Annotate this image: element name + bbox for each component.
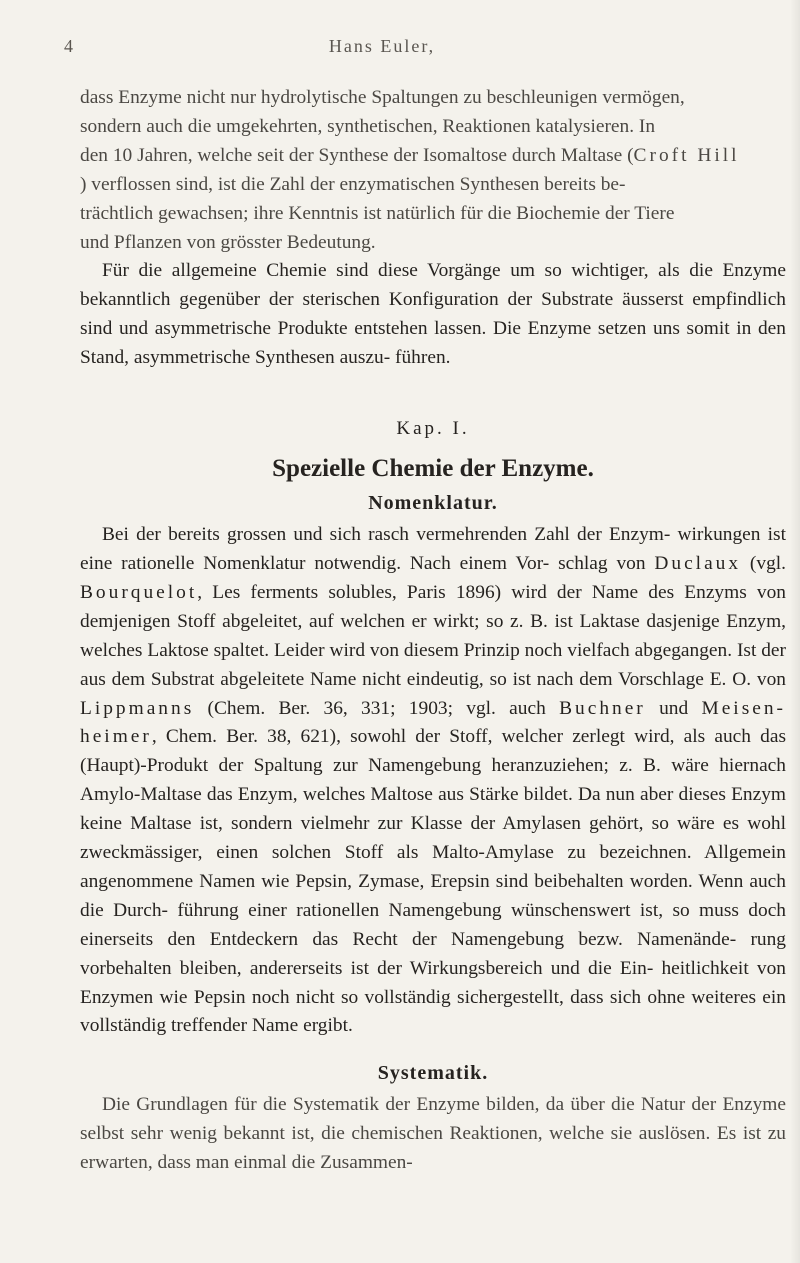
author-name: Bourquelot (80, 581, 198, 603)
text-run: (vgl. (741, 552, 786, 574)
intro-paragraph-2: Für die allgemeine Chemie sind diese Vorgänge um so wichtiger, als die Enzyme bekanntlich gegenüber der sterischen Konfiguration der Substrate äusserst empfindlich sind und asymmetrische Produkte entstehen lassen. Die Enzyme setzen uns somit in den Stand, asymmetrische Synthesen auszu- führen. (80, 260, 786, 369)
chapter-title: Spezielle Chemie der Enzyme. (272, 455, 594, 483)
text-line: dass Enzyme nicht nur hydrolytische Spaltungen zu beschleunigen vermögen, (80, 87, 685, 108)
author-name: Meisen- heimer (80, 697, 786, 748)
section-title-systematik: Systematik. (377, 1062, 489, 1085)
text-run: Bei der bereits grossen und sich rasch vermehrenden Zahl der Enzym- wirkungen ist eine rationelle Nomenklatur notwendig. Nach einem Vor- schlag von (80, 524, 786, 574)
author-name: Lippmanns (80, 697, 195, 719)
text-line: und Pflanzen von grösster Bedeutung. (80, 231, 376, 253)
body-text (80, 84, 786, 1178)
text-run: , Chem. Ber. 38, 621), sowohl der Stoff, welcher zerlegt wird, als auch das (Haupt)-Produkt der Spaltung zur Namengebung heranzuziehen; z. B. wäre hiernach Amylo-Maltase das Enzym, welches Maltose aus Stärke bildet. Da nun aber dieses Enzym keine Maltase ist, sondern vielmehr zur Klasse der Amylasen gehört, so wäre es wohl zweckmässiger, einen solchen Stoff als Malto-Amylase zu bezeichnen. Allgemein angenommene Namen wie Pepsin, Zymase, Erepsin sind beibehalten worden. Wenn auch die Durch- führung einer rationellen Namengebung wünschenswert ist, so muss doch einerseits den Entdeckern das Recht der Namengebung bezw. Namenände- rung vorbehalten bleiben, andererseits ist der Wirkungsbereich und die Ein- heitlichkeit von Enzymen wie Pepsin noch nicht so vollständig sichergestellt, dass sich ohne weiteres ein vollständig treffender Name ergibt. (80, 726, 786, 1037)
author-name: Duclaux (654, 552, 742, 574)
text-line: trächtlich gewachsen; ihre Kenntnis ist natürlich für die Biochemie der Tiere (80, 202, 675, 224)
intro-paragraph-1 (80, 84, 786, 257)
text-run: , Les ferments solubles, Paris 1896) wird der Name des Enzyms von demjenigen Stoff abgeleitet, auf welchen er wirkt; so z. B. ist Laktase dasjenige Enzym, welches Laktose spaltet. Leider wird von diesem Prinzip noch vielfach abgegangen. Ist der aus dem Substrat abgeleitete Name nicht eindeutig, so ist nach dem Vorschlage E. O. von (80, 581, 786, 690)
page-edge-shadow (790, 0, 800, 1263)
page-number: 4 (64, 36, 73, 56)
running-head: Hans Euler, (328, 36, 436, 56)
section-title-nomenklatur: Nomenklatur. (368, 492, 498, 515)
systematik-paragraph: Die Grundlagen für die Systematik der Enzyme bilden, da über die Natur der Enzyme selbst sehr wenig bekannt ist, die chemischen Reaktionen, welche sie auslösen. Es ist zu erwarten, dass man einmal die Zusammen- (80, 1094, 786, 1174)
text-run: und (645, 697, 702, 719)
author-name: Buchner (559, 697, 646, 719)
chapter-label: Kap. I. (396, 418, 470, 440)
page-header (64, 36, 700, 60)
author-name: Croft Hill (633, 144, 740, 166)
nomenklatur-paragraph (80, 521, 786, 1041)
text-run: (Chem. Ber. 36, 331; 1903; vgl. auch (194, 697, 560, 719)
text-line: den 10 Jahren, welche seit der Synthese der Isomaltose durch Maltase ( (80, 144, 634, 166)
text-line: ) verflossen sind, ist die Zahl der enzymatischen Synthesen bereits be- (80, 173, 626, 195)
text-line: sondern auch die umgekehrten, synthetischen, Reaktionen katalysieren. In (80, 115, 656, 137)
